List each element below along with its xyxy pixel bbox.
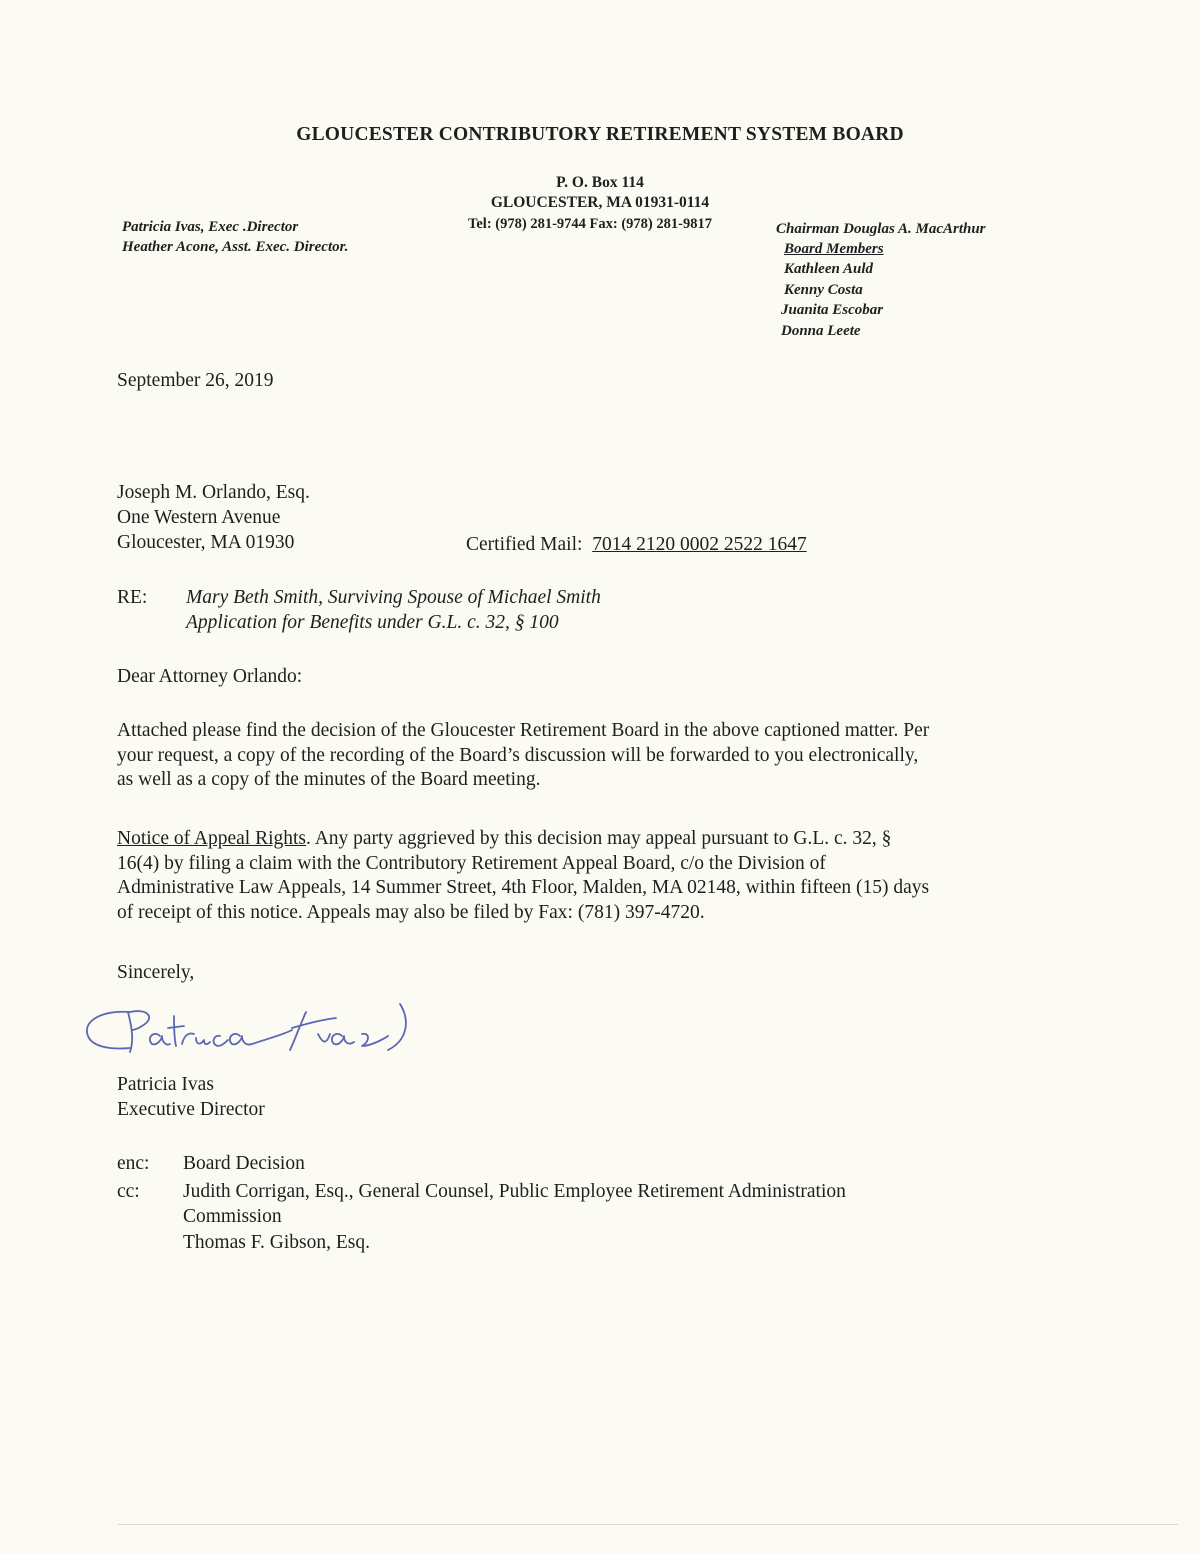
re-line-1: Mary Beth Smith, Surviving Spouse of Michael Smith [186,587,601,608]
organization-title: GLOUCESTER CONTRIBUTORY RETIREMENT SYSTEM BOARD [296,124,904,145]
paragraph-decision [117,719,1117,793]
board-member: Juanita Escobar [781,302,884,318]
closing: Sincerely, [117,962,195,983]
signature-icon [70,990,430,1065]
paragraph-line: 16(4) by filing a claim with the Contributory Retirement Appeal Board, c/o the Division of [117,852,826,874]
salutation: Dear Attorney Orlando: [117,666,303,687]
page-bottom-divider [118,1524,1178,1525]
certified-mail-number: 7014 2120 0002 2522 1647 [592,534,807,555]
board-member: Kathleen Auld [784,261,874,277]
staff-exec-director: Patricia Ivas, Exec .Director [122,219,299,235]
recipient-city: Gloucester, MA 01930 [117,532,295,553]
city-line: GLOUCESTER, MA 01931-0114 [490,194,710,211]
re-line-2: Application for Benefits under G.L. c. 32, § 100 [186,612,559,633]
letter-date: September 26, 2019 [117,370,274,391]
enc-value: Board Decision [183,1153,305,1174]
paragraph-appeal-rights [117,827,1117,925]
cc-line: Commission [183,1206,282,1227]
cc-line: Judith Corrigan, Esq., General Counsel, Public Employee Retirement Administration [183,1181,846,1202]
paragraph-line: as well as a copy of the minutes of the Board meeting. [117,769,541,790]
board-member: Kenny Costa [784,282,863,298]
paragraph-line: of receipt of this notice. Appeals may also be filed by Fax: (781) 397-4720. [117,901,705,923]
certified-mail [466,532,807,557]
staff-asst-director: Heather Acone, Asst. Exec. Director. [122,239,349,255]
po-box: P. O. Box 114 [556,174,644,191]
phone-fax: Tel: (978) 281-9744 Fax: (978) 281-9817 [468,216,712,232]
recipient-name: Joseph M. Orlando, Esq. [117,482,310,503]
cc-label: cc: [117,1181,140,1202]
paragraph-line: your request, a copy of the recording of the Board’s discussion will be forwarded to you electronically, [117,744,919,766]
recipient-street: One Western Avenue [117,507,281,528]
cc-line: Thomas F. Gibson, Esq. [183,1232,370,1253]
paragraph-line [117,827,1117,852]
board-member: Donna Leete [781,323,861,339]
appeal-rights-heading: Notice of Appeal Rights [117,828,307,849]
board-members-heading: Board Members [784,241,884,257]
paragraph-line: Attached please find the decision of the Gloucester Retirement Board in the above captioned matter. Per [117,720,930,741]
chairman: Chairman Douglas A. MacArthur [776,221,986,237]
signer-title: Executive Director [117,1099,265,1120]
certified-mail-label: Certified Mail: [466,534,583,555]
paragraph-line: Administrative Law Appeals, 14 Summer Street, 4th Floor, Malden, MA 02148, within fifteen (15) days [117,877,930,898]
re-label: RE: [117,587,148,608]
enc-label: enc: [117,1153,150,1174]
appeal-rights-first-line: . Any party aggrieved by this decision may appeal pursuant to G.L. c. 32, § [306,828,892,849]
signer-name: Patricia Ivas [117,1074,214,1095]
